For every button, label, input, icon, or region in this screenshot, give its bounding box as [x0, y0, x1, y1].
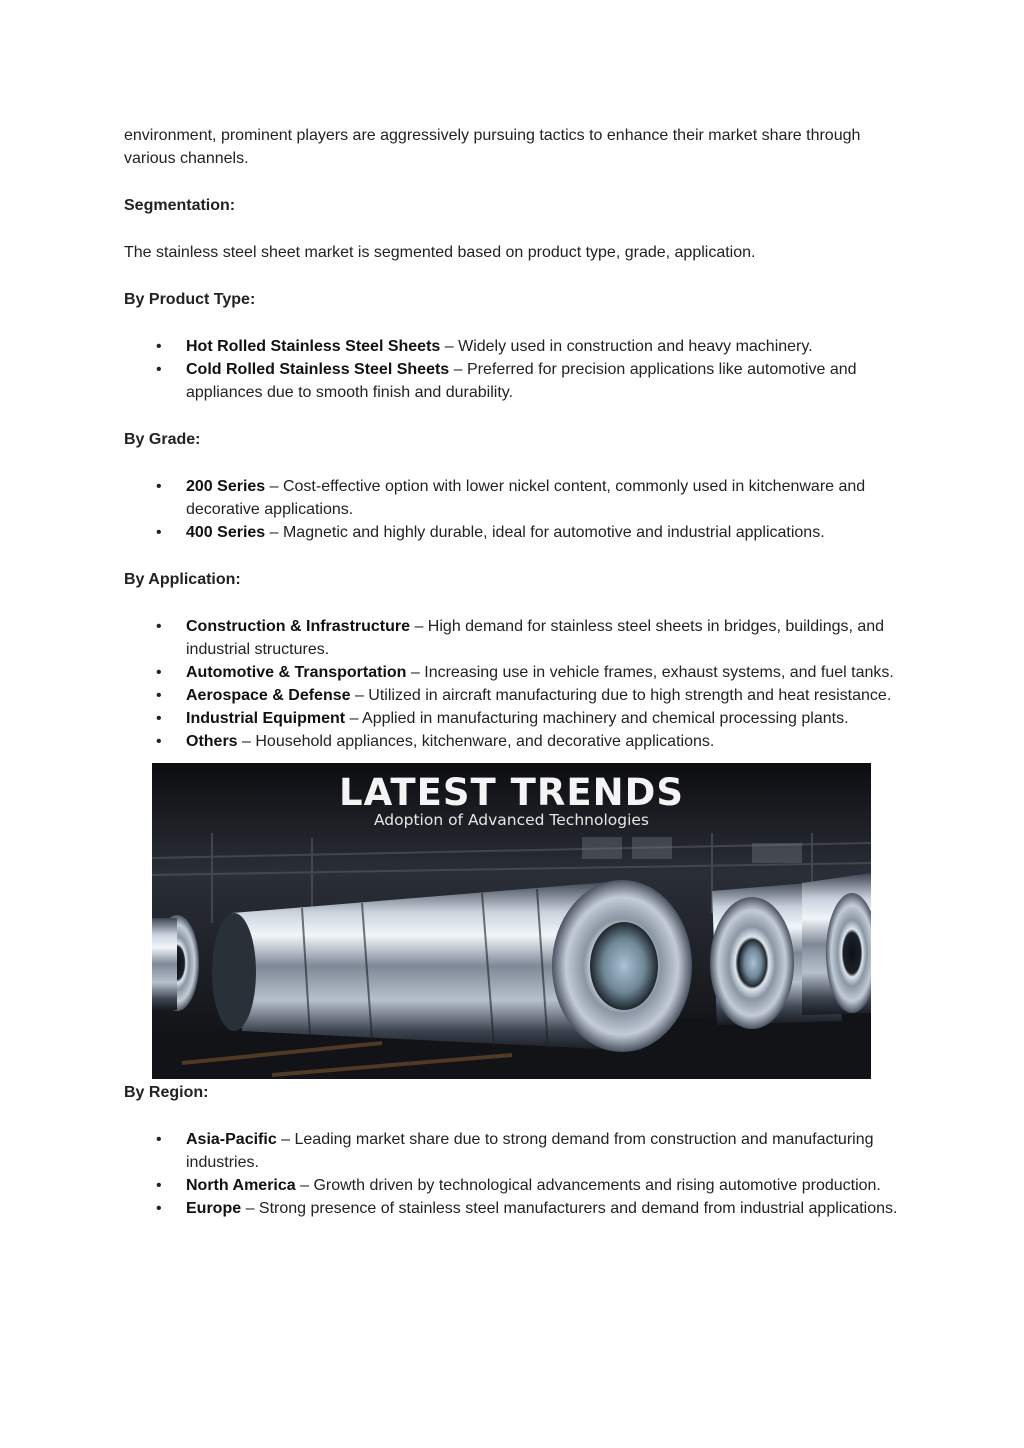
list-item	[124, 1174, 904, 1197]
list-item-description: – Magnetic and highly durable, ideal for automotive and industrial applications.	[265, 524, 825, 541]
bullet-icon: •	[156, 338, 162, 355]
list-item-description: – Household appliances, kitchenware, and decorative applications.	[237, 733, 715, 750]
list-item	[124, 707, 904, 730]
segmentation-paragraph: The stainless steel sheet market is segmented based on product type, grade, application.	[124, 244, 756, 261]
list-item-description: – Cost-effective option with lower nickel content, commonly used in kitchenware and decorative applications.	[186, 478, 866, 518]
list-item	[124, 358, 904, 404]
list-item-term: 400 Series	[186, 524, 266, 541]
latest-trends-banner-image	[152, 763, 871, 1079]
bullet-icon: •	[156, 1131, 162, 1148]
banner-subtitle: Adoption of Advanced Technologies	[373, 811, 650, 829]
product-type-list	[124, 335, 904, 404]
banner-title: LATEST TRENDS	[339, 771, 684, 814]
bullet-icon: •	[156, 733, 162, 750]
list-item-term: Europe	[186, 1200, 242, 1217]
region-heading: By Region:	[124, 1084, 209, 1101]
list-item-term: North America	[186, 1177, 296, 1194]
bullet-icon: •	[156, 1177, 162, 1194]
list-item-term: Automotive & Transportation	[186, 664, 407, 681]
list-item	[124, 1197, 904, 1220]
list-item	[124, 730, 904, 753]
grade-heading: By Grade:	[124, 431, 201, 448]
list-item-term: Hot Rolled Stainless Steel Sheets	[186, 338, 441, 355]
list-item	[124, 1128, 904, 1174]
list-item-description: – Growth driven by technological advancements and rising automotive production.	[295, 1177, 881, 1194]
bullet-icon: •	[156, 478, 162, 495]
document-page	[124, 124, 904, 1244]
bullet-icon: •	[156, 1200, 162, 1217]
list-item-description: – Strong presence of stainless steel manufacturers and demand from industrial applications.	[241, 1200, 898, 1217]
list-item-term: Others	[186, 733, 238, 750]
grade-list	[124, 475, 904, 544]
bullet-icon: •	[156, 361, 162, 378]
list-item-description: – Widely used in construction and heavy machinery.	[440, 338, 813, 355]
list-item	[124, 521, 904, 544]
application-list	[124, 615, 904, 753]
list-item-description: – High demand for stainless steel sheets in bridges, buildings, and industrial structures.	[186, 618, 885, 658]
list-item	[124, 335, 904, 358]
segmentation-heading: Segmentation:	[124, 197, 236, 214]
bullet-icon: •	[156, 524, 162, 541]
list-item-description: – Preferred for precision applications like automotive and appliances due to smooth finish and durability.	[186, 361, 857, 401]
list-item-term: Asia-Pacific	[186, 1131, 277, 1148]
list-item-term: Cold Rolled Stainless Steel Sheets	[186, 361, 450, 378]
bullet-icon: •	[156, 687, 162, 704]
list-item-term: Industrial Equipment	[186, 710, 346, 727]
list-item-description: – Applied in manufacturing machinery and chemical processing plants.	[345, 710, 849, 727]
list-item	[124, 661, 904, 684]
region-list	[124, 1128, 904, 1220]
list-item-description: – Utilized in aircraft manufacturing due to high strength and heat resistance.	[350, 687, 892, 704]
list-item-description: – Increasing use in vehicle frames, exhaust systems, and fuel tanks.	[406, 664, 894, 681]
product-type-heading: By Product Type:	[124, 291, 256, 308]
bullet-icon: •	[156, 710, 162, 727]
list-item	[124, 615, 904, 661]
application-heading: By Application:	[124, 571, 241, 588]
list-item-term: Aerospace & Defense	[186, 687, 351, 704]
list-item-term: 200 Series	[186, 478, 266, 495]
intro-paragraph: environment, prominent players are aggressively pursuing tactics to enhance their market share through various channels.	[124, 127, 861, 167]
list-item	[124, 475, 904, 521]
list-item-description: – Leading market share due to strong demand from construction and manufacturing industries.	[186, 1131, 874, 1171]
list-item-term: Construction & Infrastructure	[186, 618, 411, 635]
bullet-icon: •	[156, 664, 162, 681]
bullet-icon: •	[156, 618, 162, 635]
list-item	[124, 684, 904, 707]
